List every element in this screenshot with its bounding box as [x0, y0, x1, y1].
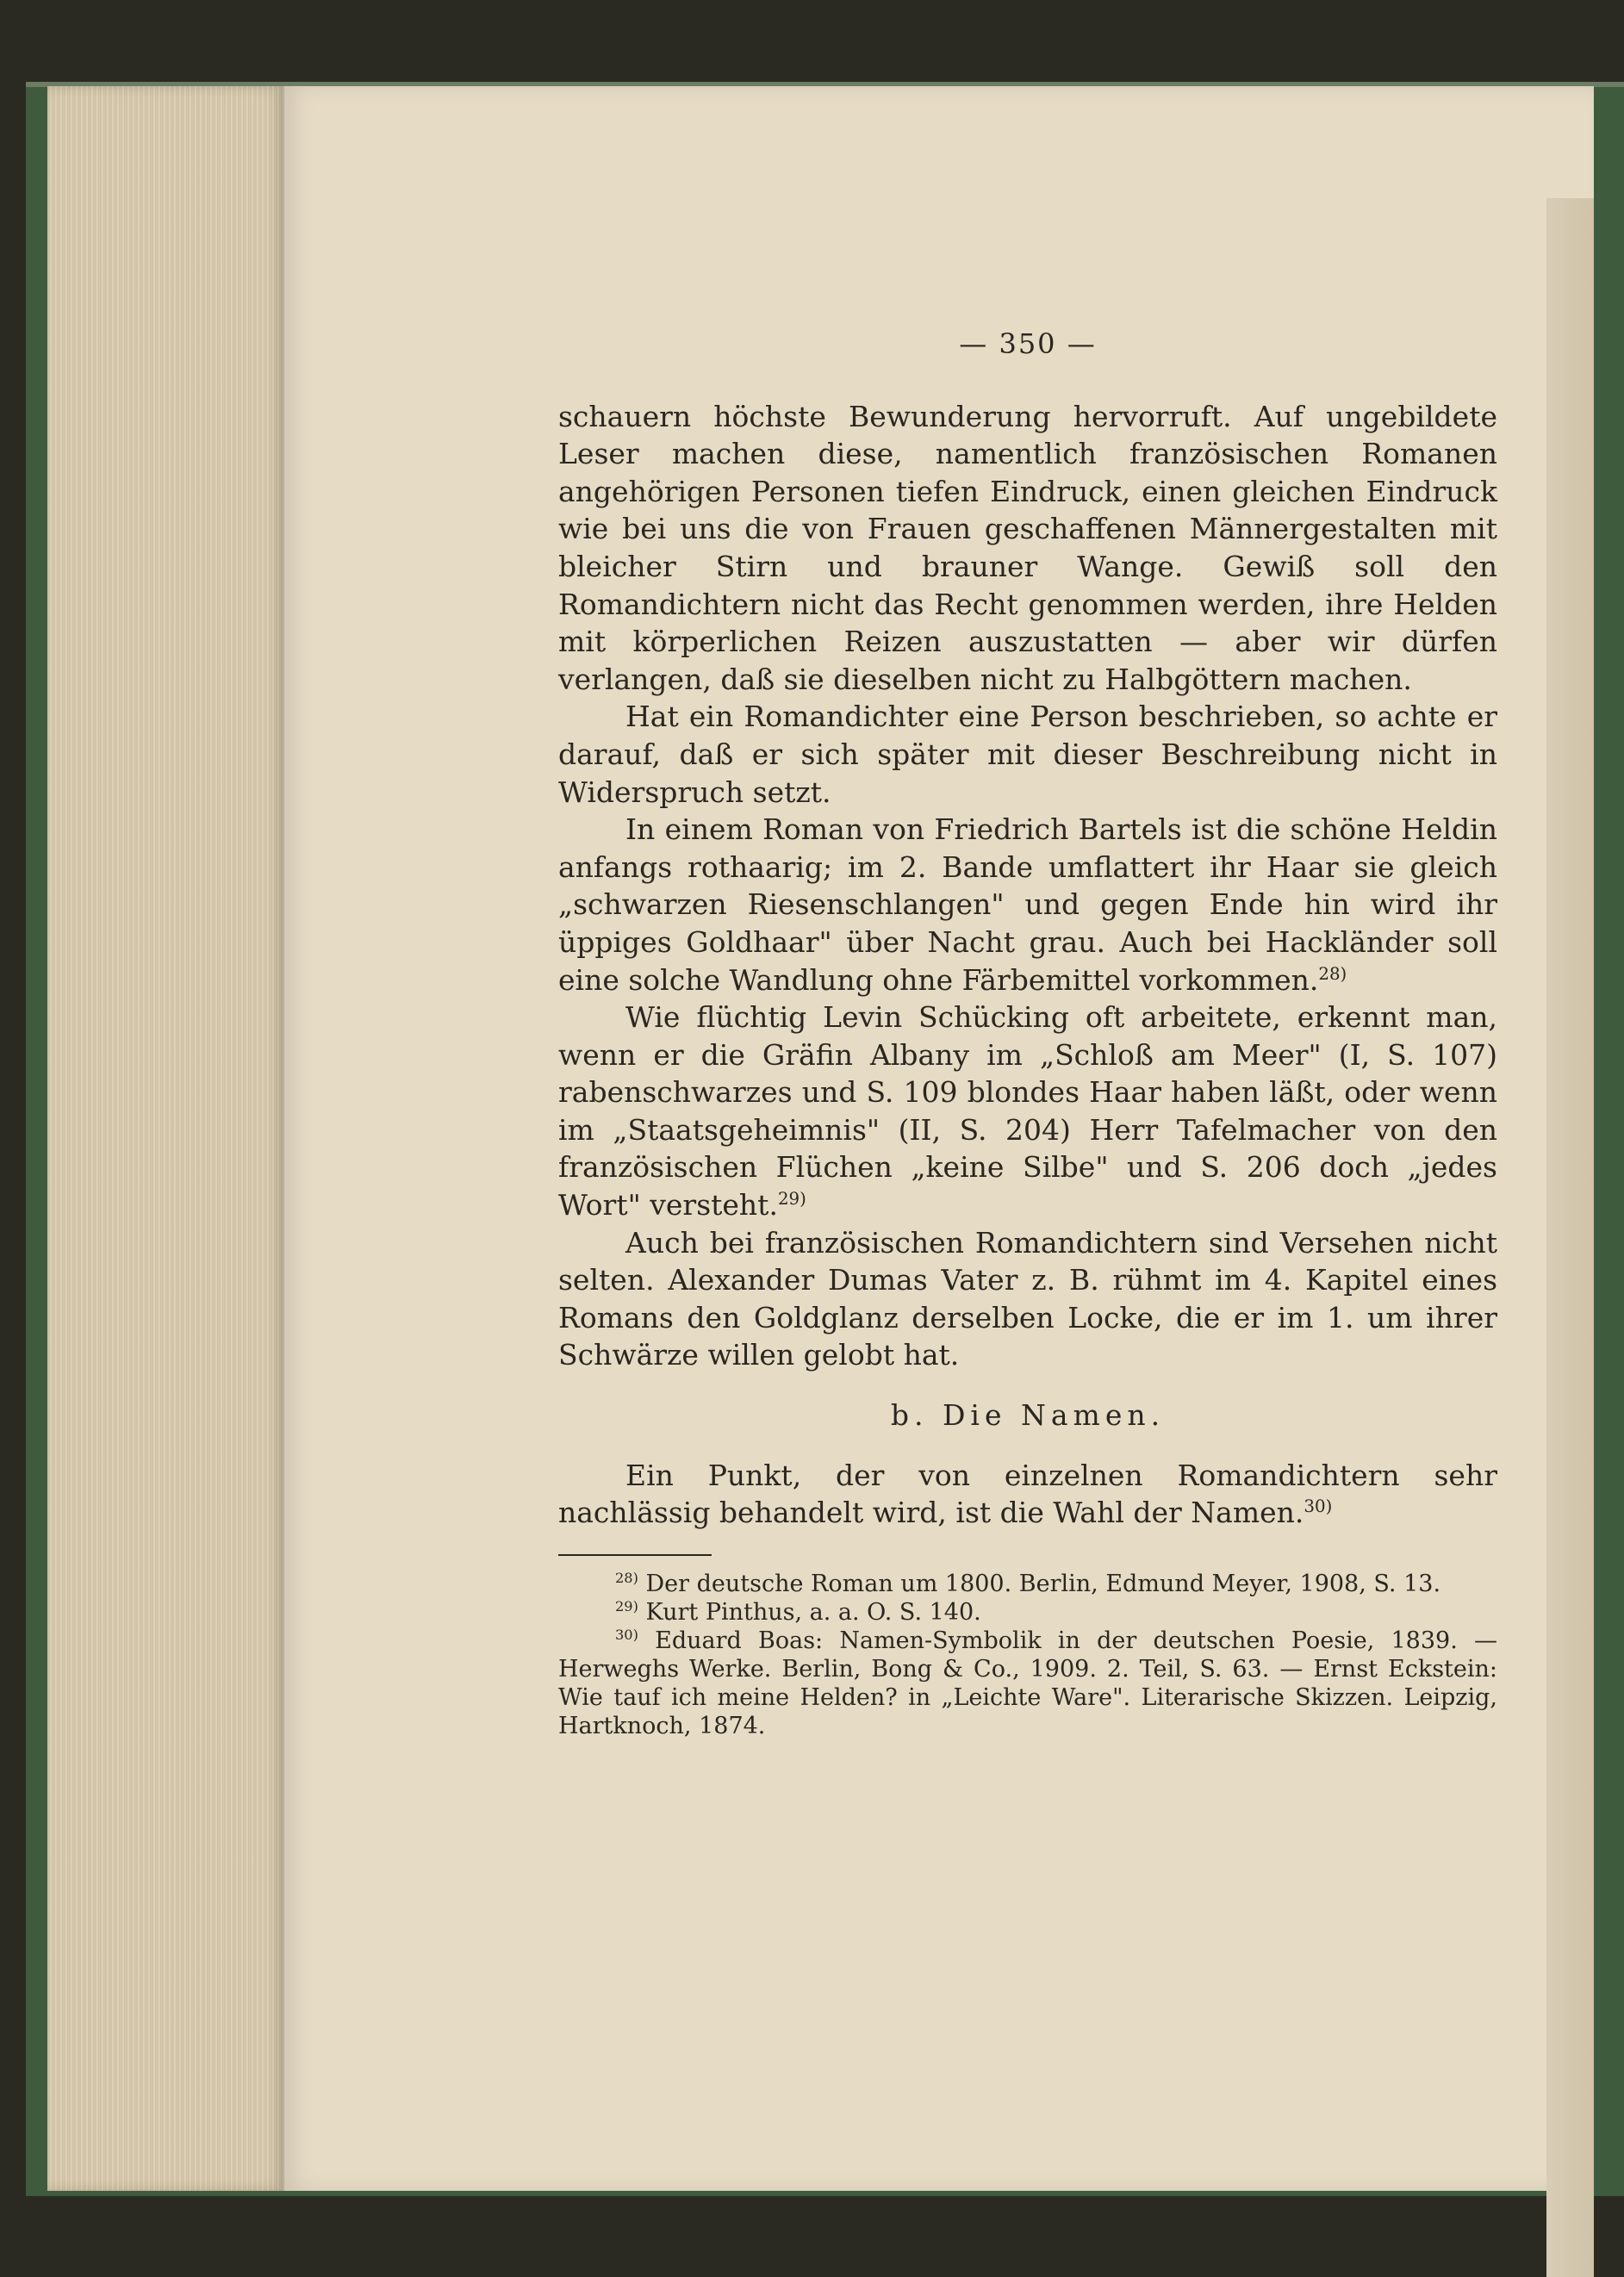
- page-edges: [47, 86, 284, 2191]
- paragraph-text: Wie flüchtig Levin Schücking oft arbeitete, erkennt man, wenn er die Gräfin Albany im „Schloß am Meer" (I, S. 107) rabenschwarzes und S. 109 blondes Haar haben läßt, oder wenn im „Staatsgeheimnis" (II, S. 204) Herr Tafelmacher von den französischen Flüchen „keine Silbe" und S. 206 doch „jedes Wort" versteht.: [558, 1000, 1497, 1222]
- footnote-text: Der deutsche Roman um 1800. Berlin, Edmund Meyer, 1908, S. 13.: [645, 1570, 1441, 1597]
- paragraph: [558, 1457, 1497, 1532]
- next-page-edge: [1546, 198, 1594, 2277]
- footnote-number: 28): [615, 1569, 638, 1586]
- footnote-ref: 28): [1318, 963, 1347, 984]
- paragraph: [558, 999, 1497, 1224]
- footnote-rule: [558, 1554, 712, 1556]
- paragraph: Auch bei französischen Romandichtern sind Versehen nicht selten. Alexander Dumas Vater z. B. rühmt im 4. Kapitel eines Romans den Goldglanz derselben Locke, die er im 1. um ihrer Schwärze willen gelobt hat.: [558, 1225, 1497, 1372]
- footnote-text: Eduard Boas: Namen-Symbolik in der deutschen Poesie, 1839. — Herweghs Werke. Berlin, Bong & Co., 1909. 2. Teil, S. 63. — Ernst Eckstein: Wie tauf ich meine Helden? in „Leichte Ware". Literarische Skizzen. Leipzig, Hartknoch, 1874.: [558, 1627, 1497, 1739]
- page-content: [558, 241, 1497, 1740]
- paragraph: [558, 811, 1497, 999]
- footnote: [558, 1627, 1497, 1740]
- footnote-number: 29): [615, 1597, 638, 1614]
- footnote: [558, 1570, 1497, 1598]
- page-number: — 350 —: [959, 327, 1097, 360]
- paragraph-text: Ein Punkt, der von einzelnen Romandichtern sehr nachlässig behandelt wird, ist die Wahl der Namen.: [558, 1458, 1497, 1530]
- paragraph: schauern höchste Bewunderung hervorruft. Auf ungebildete Leser machen diese, namentlich französischen Romanen angehörigen Personen tiefen Eindruck, einen gleichen Eindruck wie bei uns die von Frauen geschaffenen Männergestalten mit bleicher Stirn und brauner Wange. Gewiß soll den Romandichtern nicht das Recht genommen werden, ihre Helden mit körperlichen Reizen auszustatten — aber wir dürfen verlangen, daß sie dieselben nicht zu Halbgöttern machen.: [558, 399, 1497, 696]
- footnote-ref: 29): [777, 1189, 806, 1210]
- footnote: [558, 1598, 1497, 1627]
- paragraph-text: In einem Roman von Friedrich Bartels ist die schöne Heldin anfangs rothaarig; im 2. Bande umflattert ihr Haar sie gleich „schwarzen Riesenschlangen" und gegen Ende hin wird ihr üppiges Goldhaar" über Nacht grau. Auch bei Hackländer soll eine solche Wandlung ohne Färbemittel vorkommen.: [558, 812, 1497, 997]
- footnote-text: Kurt Pinthus, a. a. O. S. 140.: [645, 1598, 981, 1626]
- paragraph: Hat ein Romandichter eine Person beschrieben, so achte er darauf, daß er sich später mit dieser Beschreibung nicht in Widerspruch setzt.: [558, 700, 1497, 809]
- book-page: [284, 86, 1594, 2191]
- section-heading: b. Die Namen.: [890, 1398, 1166, 1433]
- footnote-ref: 30): [1304, 1496, 1333, 1517]
- footnote-number: 30): [615, 1626, 638, 1643]
